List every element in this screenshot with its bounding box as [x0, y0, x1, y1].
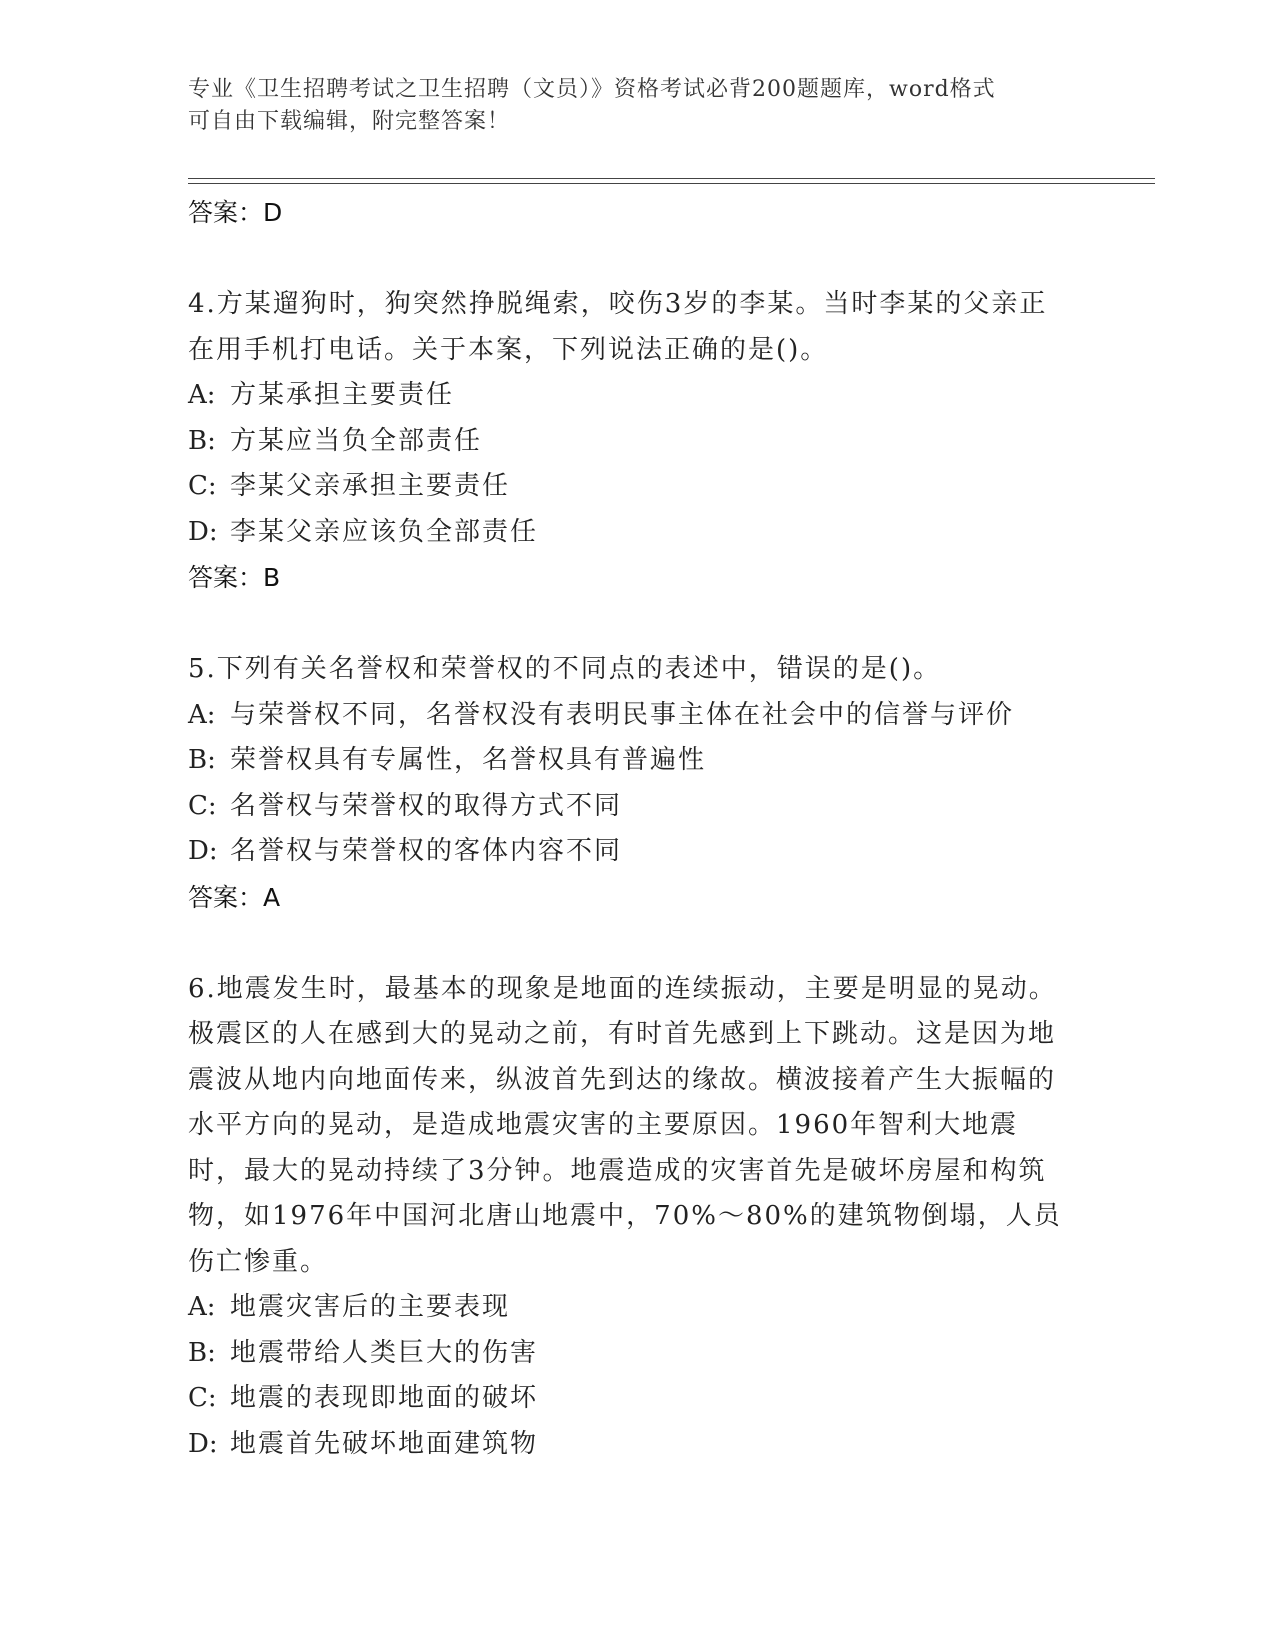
question-text: 5.下列有关名誉权和荣誉权的不同点的表述中，错误的是()。 [188, 654, 942, 684]
answer-line: 答案：A [188, 882, 281, 912]
option-d [188, 829, 1068, 875]
option-text: 名誉权与荣誉权的取得方式不同 [230, 790, 623, 821]
document-header [188, 74, 1068, 138]
question-6 [188, 967, 1068, 1468]
option-text: 地震首先破坏地面建筑物 [230, 1428, 539, 1459]
header-line-1: 专业《卫生招聘考试之卫生招聘（文员）》资格考试必背200题题库，word格式 [188, 77, 996, 102]
header-divider [188, 178, 1155, 184]
option-d [188, 1422, 1068, 1468]
document-body [188, 190, 1068, 1467]
option-text: 地震灾害后的主要表现 [230, 1292, 511, 1322]
option-letter: D: [188, 1428, 218, 1459]
option-text: 地震的表现即地面的破坏 [230, 1383, 539, 1413]
option-a [188, 373, 1068, 419]
option-c [188, 464, 1068, 510]
option-text: 名誉权与荣誉权的客体内容不同 [230, 836, 623, 866]
answer-line: 答案：D [188, 198, 283, 227]
option-letter: C: [188, 1383, 217, 1413]
option-letter: B: [188, 425, 216, 456]
question-4 [188, 282, 1068, 601]
option-b [188, 1331, 1068, 1377]
option-a [188, 1285, 1068, 1331]
option-b [188, 419, 1068, 465]
option-letter: D: [188, 836, 218, 866]
option-text: 与荣誉权不同，名誉权没有表明民事主体在社会中的信誉与评价 [230, 699, 1015, 730]
option-c [188, 784, 1068, 830]
option-text: 李某父亲应该负全部责任 [230, 516, 539, 547]
option-letter: A: [188, 699, 216, 730]
option-text: 方某应当负全部责任 [230, 425, 483, 456]
option-letter: D: [188, 516, 218, 547]
option-letter: A: [188, 1292, 216, 1322]
question-text: 4.方某遛狗时，狗突然挣脱绳索，咬伤3岁的李某。当时李某的父亲正在用手机打电话。关于本案，下列说法正确的是()。 [188, 289, 1048, 365]
option-a [188, 693, 1068, 739]
question-5 [188, 647, 1068, 921]
option-text: 荣誉权具有专属性，名誉权具有普遍性 [230, 745, 707, 775]
option-letter: A: [188, 380, 216, 410]
option-text: 地震带给人类巨大的伤害 [230, 1337, 539, 1368]
option-b [188, 738, 1068, 784]
option-letter: C: [188, 790, 217, 821]
answer-line: 答案：B [188, 563, 281, 592]
option-letter: B: [188, 1337, 216, 1368]
option-letter: B: [188, 745, 216, 775]
option-letter: C: [188, 471, 217, 501]
option-text: 方某承担主要责任 [230, 380, 455, 410]
option-text: 李某父亲承担主要责任 [230, 471, 511, 501]
header-line-2: 可自由下载编辑，附完整答案！ [188, 109, 511, 134]
option-d [188, 510, 1068, 556]
question-text: 6.地震发生时，最基本的现象是地面的连续振动，主要是明显的晃动。极震区的人在感到大的晃动之前，有时首先感到上下跳动。这是因为地震波从地内向地面传来，纵波首先到达的缘故。横波接着产生大振幅的水平方向的晃动，是造成地震灾害的主要原因。1960年智利大地震时，最大的晃动持续了3分钟。地震造成的灾害首先是破坏房屋和构筑物，如1976年中国河北唐山地震中，70%～80%的建筑物倒塌，人员伤亡惨重。 [188, 973, 1062, 1277]
option-c [188, 1376, 1068, 1422]
